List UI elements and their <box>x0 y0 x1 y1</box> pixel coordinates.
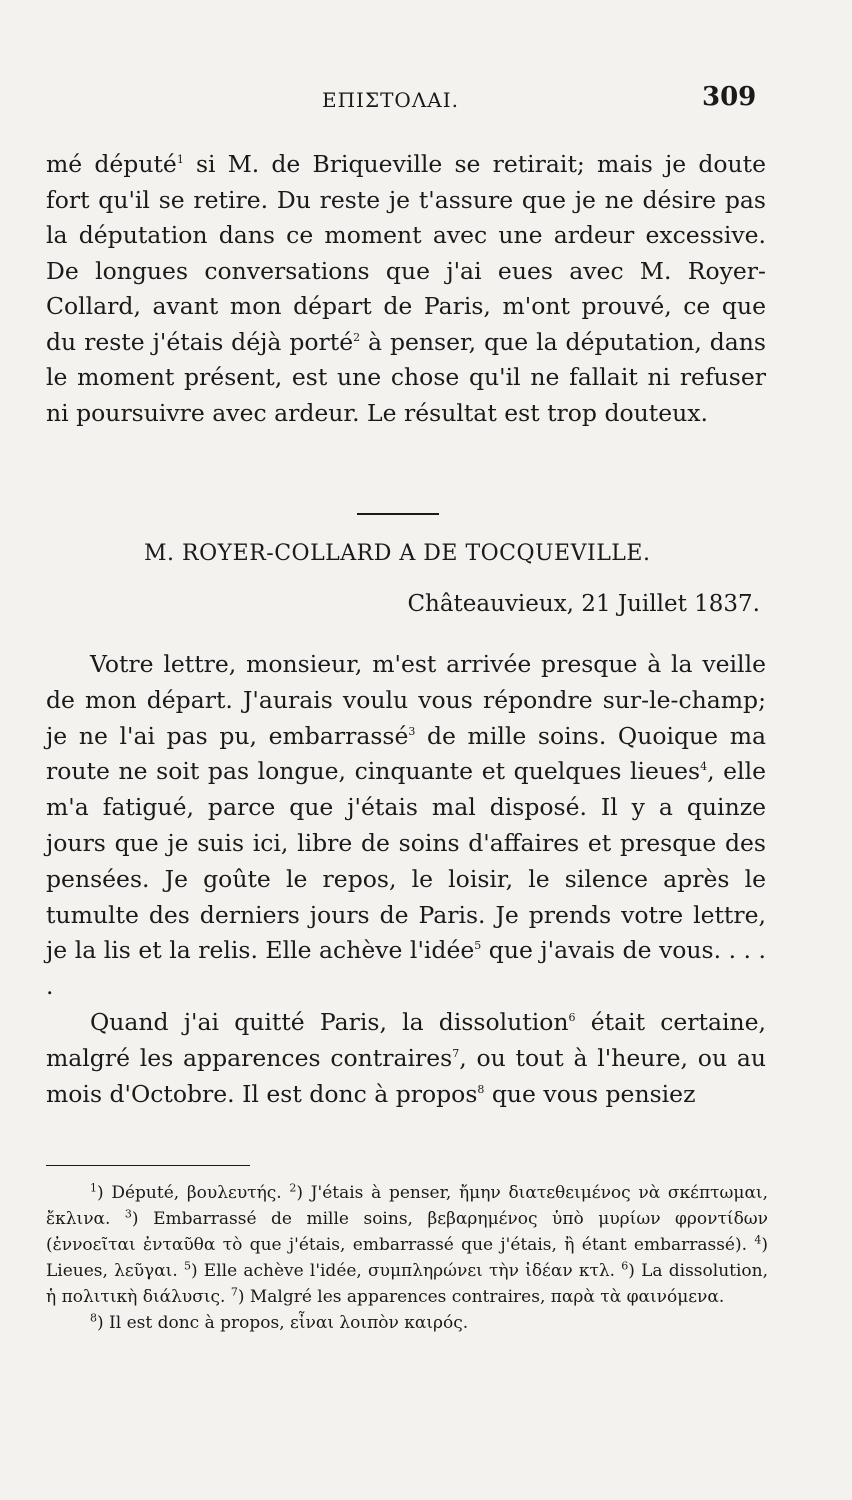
letter-heading: M. ROYER-COLLARD A DE TOCQUEVILLE. <box>144 541 651 566</box>
page-header <box>0 82 852 122</box>
letter-dateline: Châteauvieux, 21 Juillet 1837. <box>407 591 760 617</box>
footnote-block: $^1$) Député, βουλευτής. $^2$) J'étais à penser, ἤμην διατεθειμένος νὰ σκέπτωμαι, ἔκλινα. $^3$) Embarrassé de mille soins, βεβαρημένος ὑπὸ μυρίων φροντίδων (ἐννοεῖται ἐνταῦθα τὸ que j'étais, embarrassé que j'étais, ἢ étant embarrassé). $^4$) Lieues, λεῦγαι. $^5$) Elle achève l'idée, συμπληρώνει τὴν ἰδέαν κτλ. $^6$) La dissolution, ἡ πολιτικὴ διάλυσις. $^7$) Malgré les apparences contraires, παρὰ τὰ φαινόμενα. <box>46 1181 769 1307</box>
footnote-ref: 1 <box>176 153 184 167</box>
continuation-text <box>46 147 766 431</box>
running-title: ΕΠΙΣΤΟΛΑΙ. <box>322 88 459 112</box>
footnote-ref: 2 <box>353 330 361 344</box>
letter-body <box>46 647 766 1112</box>
footnote-ref: 4 <box>700 760 708 774</box>
footnote-ref: 7 <box>452 1046 460 1060</box>
footnote-ref: 5 <box>474 939 482 953</box>
footnote-ref: 3 <box>408 724 416 738</box>
letter-paragraph: Quand j'ai quitté Paris, la dissolution$^6$ était certaine, malgré les apparences contraires$^7$, ou tout à l'heure, ou au mois d'Octobre. Il est donc à propos$^8$ que vous pensiez <box>46 1007 767 1108</box>
footnote-ref: 6 <box>568 1011 576 1025</box>
footnote-divider <box>46 1165 250 1166</box>
section-divider <box>357 513 439 515</box>
footnotes <box>46 1180 768 1336</box>
continuation-paragraph: mé député$^1$ si M. de Briqueville se retirait; mais je doute fort qu'il se retire. Du reste je t'assure que je ne désire pas la députation dans ce moment avec une ardeur excessive. De longues conversations que j'ai eues avec M. Royer-Collard, avant mon départ de Paris, m'ont prouvé, ce que du reste j'étais déjà porté$^2$ à penser, que la députation, dans le moment présent, est une chose qu'il ne fallait ni refuser ni poursuivre avec ardeur. Le résultat est trop douteux. <box>46 150 766 427</box>
footnote-ref: 8 <box>477 1082 485 1096</box>
letter-paragraph: Votre lettre, monsieur, m'est arrivée presque à la veille de mon départ. J'aurais voulu vous répondre sur-le-champ; je ne l'ai pas pu, embarrassé$^3$ de mille soins. Quoique ma route ne soit pas longue, cinquante et quelques lieues$^4$, elle m'a fatigué, parce que j'étais mal disposé. Il y a quinze jours que je suis ici, libre de soins d'affaires et presque des pensées. Je goûte le repos, le loisir, le silence après le tumulte des derniers jours de Paris. Je prends votre lettre, je la lis et la relis. Elle achève l'idée$^5$ que j'avais de vous. . . . . <box>46 650 766 1001</box>
page-number: 309 <box>702 82 757 112</box>
footnote-block: $^8$) Il est donc à propos, εἶναι λοιπὸν καιρός. <box>90 1311 469 1333</box>
